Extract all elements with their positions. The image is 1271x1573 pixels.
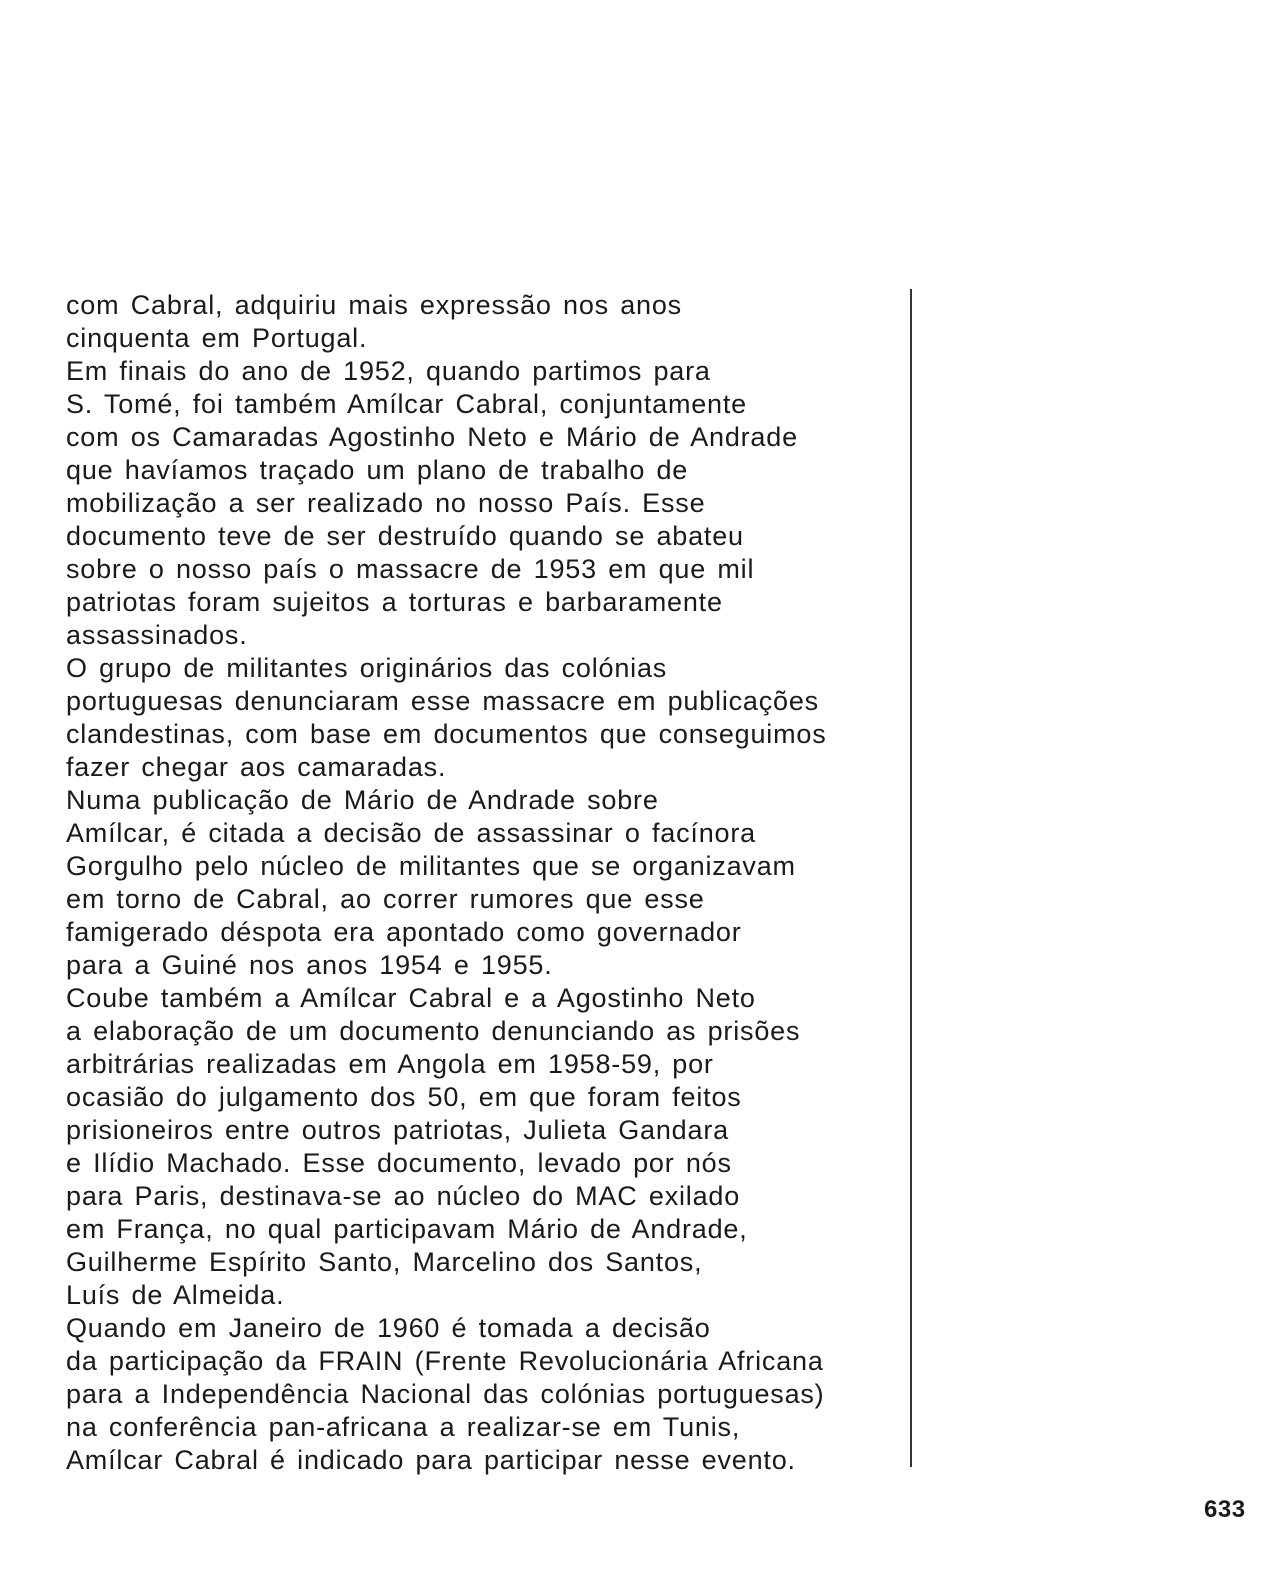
text-line: patriotas foram sujeitos a torturas e barbaramente (66, 587, 723, 617)
text-line: mobilização a ser realizado no nosso País. Esse (66, 488, 706, 518)
text-line: cinquenta em Portugal. (66, 323, 368, 353)
text-line: para a Independência Nacional das colónias portuguesas) (66, 1379, 825, 1409)
text-line: Amílcar, é citada a decisão de assassinar o facínora (66, 818, 756, 848)
text-line: S. Tomé, foi também Amílcar Cabral, conjuntamente (66, 389, 747, 419)
page-number: 633 (1204, 1496, 1246, 1523)
text-line: Luís de Almeida. (66, 1280, 285, 1310)
body-text (66, 289, 906, 1477)
text-line: com os Camaradas Agostinho Neto e Mário de Andrade (66, 422, 798, 452)
text-line: Coube também a Amílcar Cabral e a Agostinho Neto (66, 983, 756, 1013)
text-line: Amílcar Cabral é indicado para participar nesse evento. (66, 1445, 796, 1475)
text-line: para Paris, destinava-se ao núcleo do MAC exilado (66, 1181, 741, 1211)
text-line: na conferência pan-africana a realizar-se em Tunis, (66, 1412, 741, 1442)
text-line: e Ilídio Machado. Esse documento, levado por nós (66, 1148, 732, 1178)
text-line: Quando em Janeiro de 1960 é tomada a decisão (66, 1313, 711, 1343)
text-line: clandestinas, com base em documentos que conseguimos (66, 719, 827, 749)
text-line: O grupo de militantes originários das colónias (66, 653, 668, 683)
text-line: Em finais do ano de 1952, quando partimos para (66, 356, 711, 386)
text-line: Guilherme Espírito Santo, Marcelino dos Santos, (66, 1247, 703, 1277)
text-line: da participação da FRAIN (Frente Revolucionária Africana (66, 1346, 824, 1376)
text-line: documento teve de ser destruído quando se abateu (66, 521, 744, 551)
text-line: que havíamos traçado um plano de trabalho de (66, 455, 689, 485)
text-line: em torno de Cabral, ao correr rumores que esse (66, 884, 705, 914)
text-line: em França, no qual participavam Mário de Andrade, (66, 1214, 748, 1244)
text-line: para a Guiné nos anos 1954 e 1955. (66, 950, 553, 980)
text-line: prisioneiros entre outros patriotas, Julieta Gandara (66, 1115, 729, 1145)
text-line: Gorgulho pelo núcleo de militantes que se organizavam (66, 851, 796, 881)
text-line: assassinados. (66, 620, 248, 650)
text-line: famigerado déspota era apontado como governador (66, 917, 742, 947)
text-line: portuguesas denunciaram esse massacre em publicações (66, 686, 819, 716)
text-line: com Cabral, adquiriu mais expressão nos anos (66, 290, 682, 320)
text-line: Numa publicação de Mário de Andrade sobre (66, 785, 659, 815)
text-line: fazer chegar aos camaradas. (66, 752, 447, 782)
text-line: sobre o nosso país o massacre de 1953 em que mil (66, 554, 755, 584)
text-line: a elaboração de um documento denunciando as prisões (66, 1016, 801, 1046)
text-line: arbitrárias realizadas em Angola em 1958-59, por (66, 1049, 714, 1079)
text-line: ocasião do julgamento dos 50, em que foram feitos (66, 1082, 742, 1112)
margin-rule (910, 289, 912, 1467)
